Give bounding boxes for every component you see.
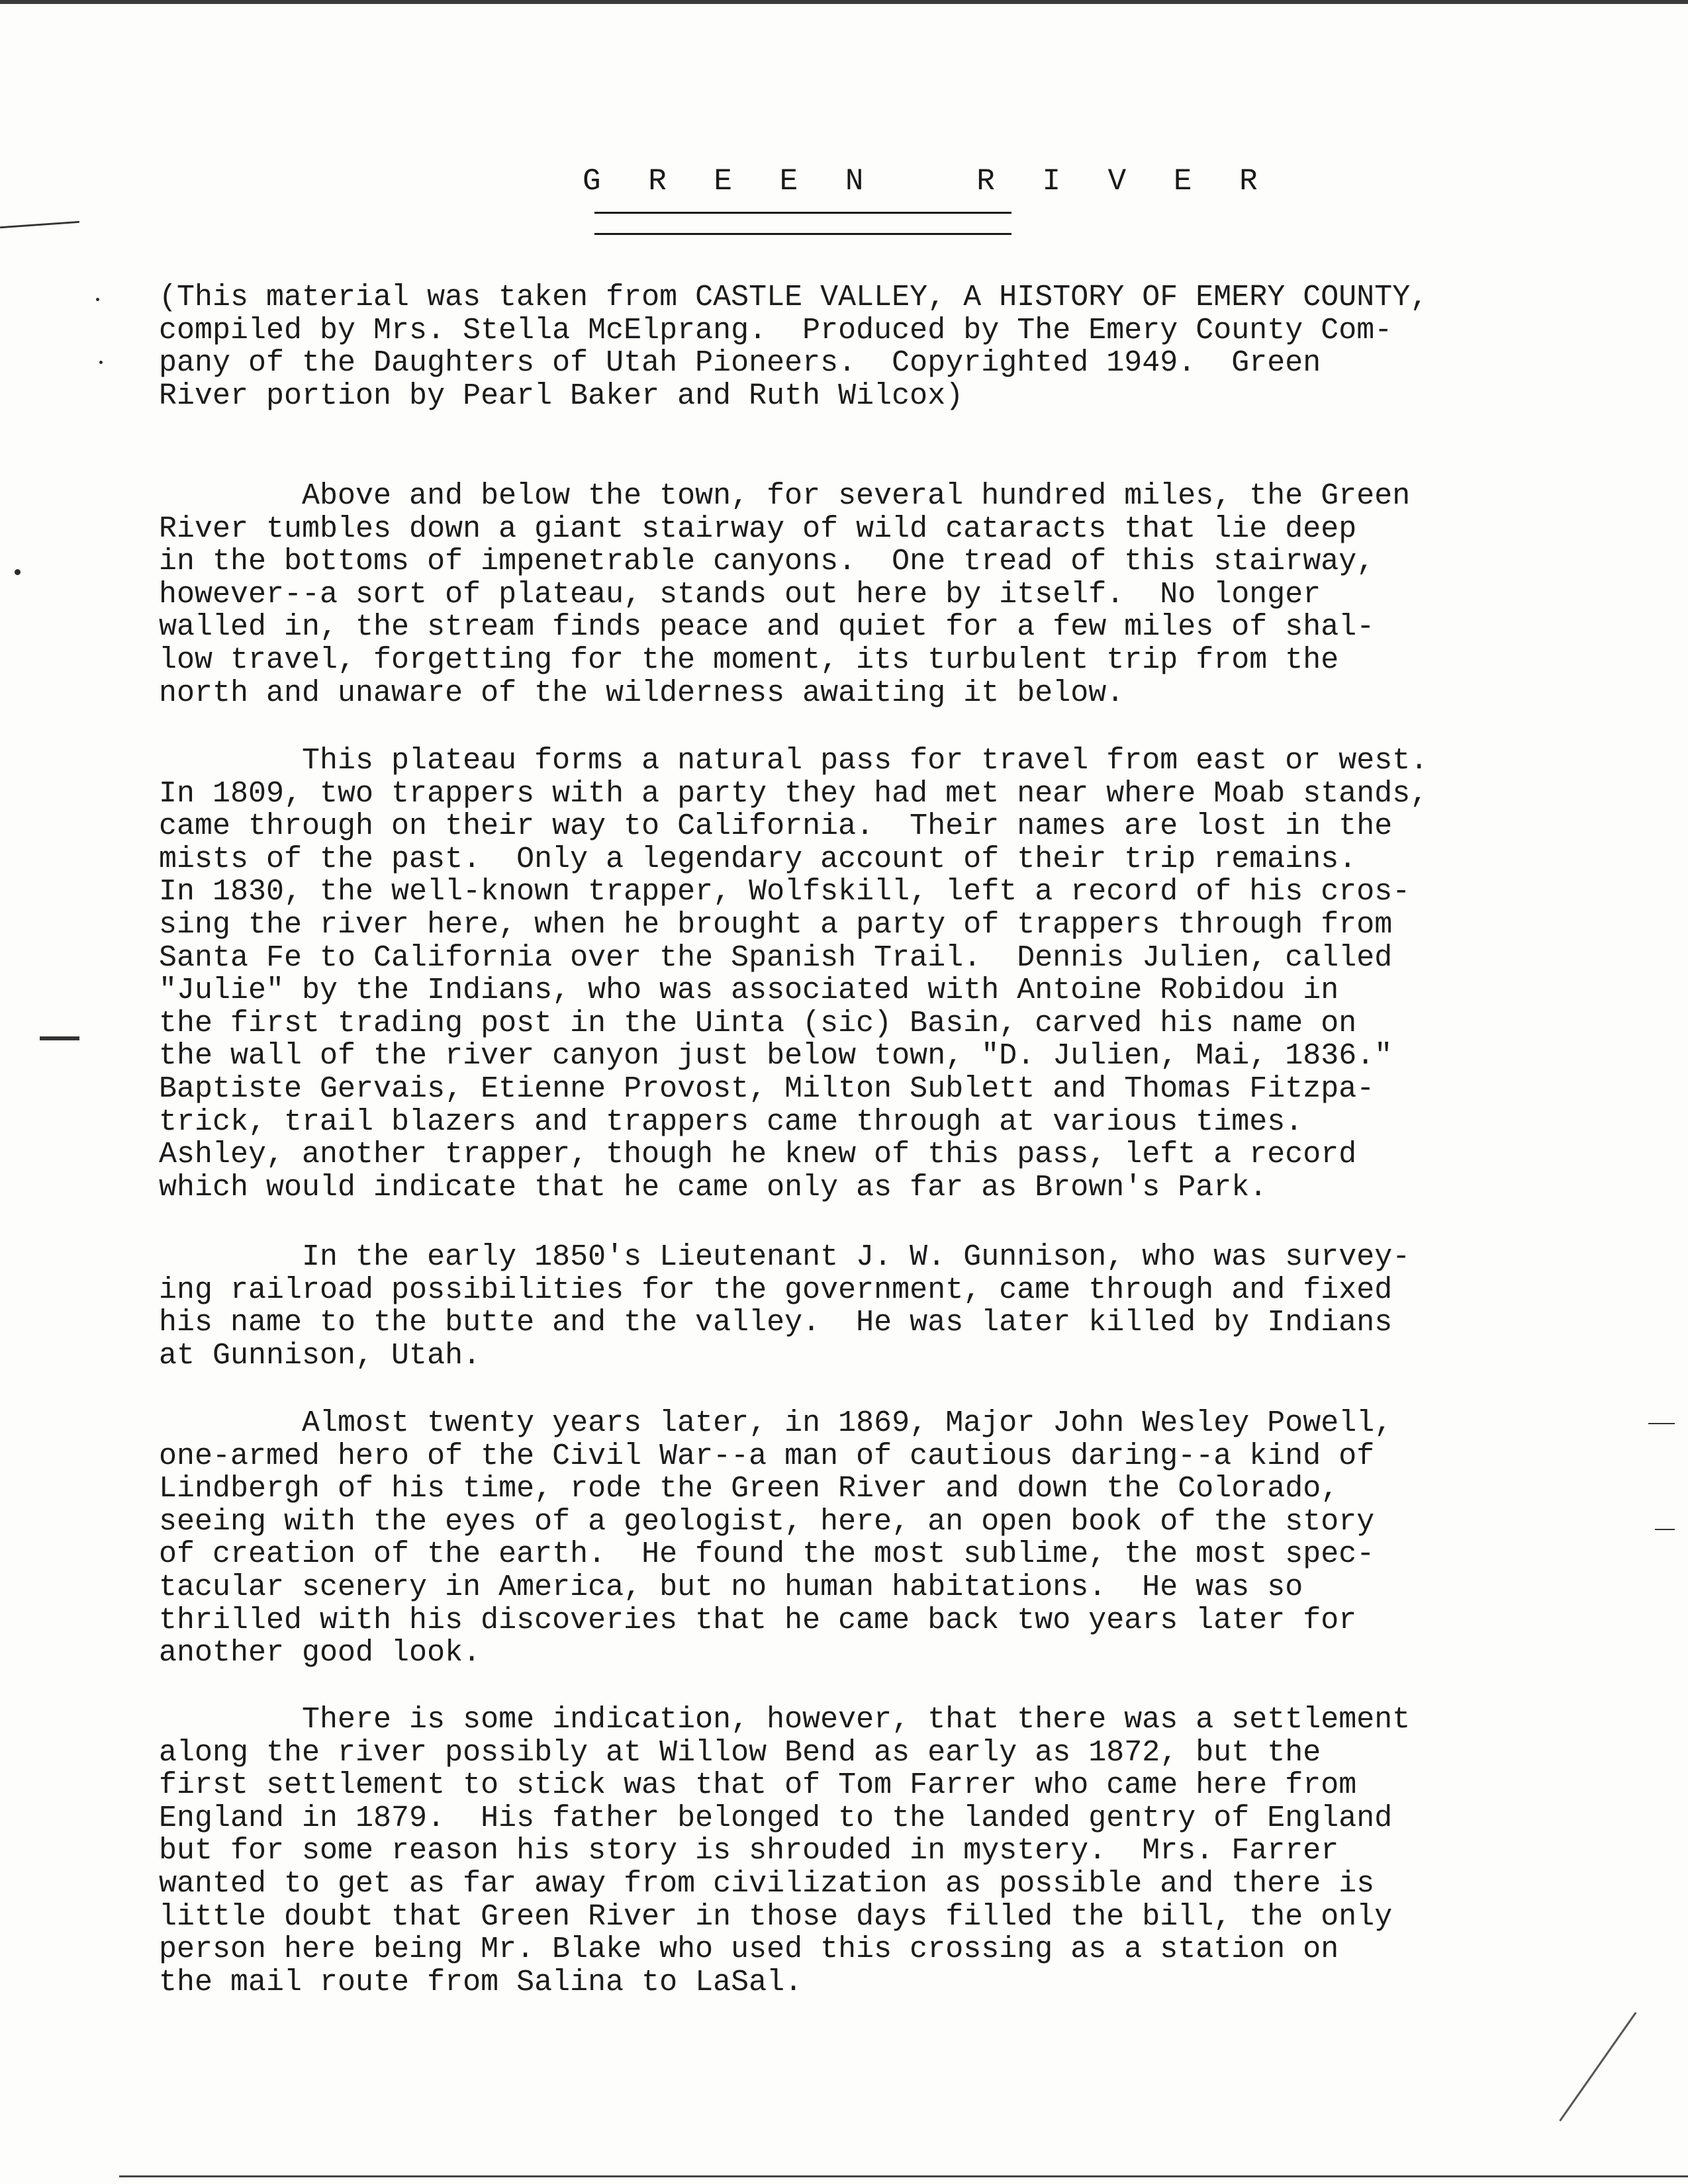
- source-note: [159, 281, 1582, 412]
- paragraph-1: [159, 480, 1582, 709]
- text-line: little doubt that Green River in those days filled the bill, the only: [159, 1899, 1393, 1934]
- text-line: of creation of the earth. He found the most sublime, the most spec-: [159, 1537, 1375, 1572]
- text-line: trick, trail blazers and trappers came through at various times.: [159, 1105, 1303, 1139]
- text-line: compiled by Mrs. Stella McElprang. Produced by The Emery County Com-: [159, 313, 1393, 347]
- text-line: River tumbles down a giant stairway of wild cataracts that lie deep: [159, 512, 1357, 546]
- paragraph-3: [159, 1241, 1582, 1372]
- text-line: pany of the Daughters of Utah Pioneers. Copyrighted 1949. Green: [159, 346, 1321, 381]
- text-line: This plateau forms a natural pass for travel from east or west.: [159, 744, 1429, 778]
- margin-mark: [1648, 1423, 1675, 1424]
- title-underline: [594, 212, 1011, 214]
- text-line: Above and below the town, for several hundred miles, the Green: [159, 479, 1411, 513]
- text-line: "Julie" by the Indians, who was associated with Antoine Robidou in: [159, 974, 1339, 1008]
- text-line: at Gunnison, Utah.: [159, 1338, 481, 1373]
- paragraph-4: [159, 1407, 1582, 1670]
- text-line: seeing with the eyes of a geologist, here, an open book of the story: [159, 1504, 1375, 1539]
- text-line: Almost twenty years later, in 1869, Major John Wesley Powell,: [159, 1406, 1393, 1440]
- scan-edge-top: [0, 0, 1688, 4]
- text-line: the wall of the river canyon just below town, "D. Julien, Mai, 1836.": [159, 1039, 1393, 1073]
- text-line: Santa Fe to California over the Spanish Trail. Dennis Julien, called: [159, 940, 1393, 975]
- text-line: first settlement to stick was that of Tom Farrer who came here from: [159, 1768, 1357, 1803]
- text-line: however--a sort of plateau, stands out here by itself. No longer: [159, 577, 1321, 612]
- text-line: along the river possibly at Willow Bend as early as 1872, but the: [159, 1735, 1321, 1770]
- corner-scan-line: [1559, 2012, 1636, 2122]
- margin-mark: [1655, 1529, 1675, 1530]
- text-line: came through on their way to California. Their names are lost in the: [159, 809, 1393, 844]
- text-line: England in 1879. His father belonged to the landed gentry of England: [159, 1801, 1393, 1835]
- text-line: walled in, the stream finds peace and quiet for a few miles of shal-: [159, 610, 1375, 645]
- text-line: Ashley, another trapper, though he knew of this pass, left a record: [159, 1138, 1357, 1172]
- text-line: but for some reason his story is shrouded in mystery. Mrs. Farrer: [159, 1834, 1339, 1868]
- text-line: which would indicate that he came only as far as Brown's Park.: [159, 1170, 1268, 1205]
- margin-speck: [15, 569, 21, 575]
- text-line: the mail route from Salina to LaSal.: [159, 1965, 803, 1999]
- text-line: (This material was taken from CASTLE VALLEY, A HISTORY OF EMERY COUNTY,: [159, 281, 1429, 314]
- margin-speck: [96, 298, 99, 301]
- text-line: tacular scenery in America, but no human habitations. He was so: [159, 1570, 1303, 1604]
- text-line: ing railroad possibilities for the government, came through and fixed: [159, 1273, 1393, 1307]
- margin-mark: [40, 1036, 79, 1040]
- scan-edge-bottom: [119, 2175, 1688, 2177]
- title-double-underline: [594, 233, 1011, 235]
- paragraph-2: [159, 745, 1582, 1204]
- text-line: north and unaware of the wilderness awaiting it below.: [159, 676, 1125, 710]
- text-line: thrilled with his discoveries that he came back two years later for: [159, 1603, 1357, 1637]
- text-line: In 1809, two trappers with a party they had met near where Moab stands,: [159, 776, 1429, 811]
- text-line: sing the river here, when he brought a party of trappers through from: [159, 907, 1393, 942]
- text-line: mists of the past. Only a legendary account of their trip remains.: [159, 842, 1357, 876]
- text-line: River portion by Pearl Baker and Ruth Wilcox): [159, 379, 964, 413]
- margin-mark: [0, 221, 79, 228]
- text-line: another good look.: [159, 1636, 481, 1670]
- text-line: low travel, forgetting for the moment, its turbulent trip from the: [159, 643, 1339, 677]
- paragraph-5: [159, 1704, 1582, 1999]
- text-line: In 1830, the well-known trapper, Wolfskill, left a record of his cros-: [159, 875, 1411, 909]
- text-line: the first trading post in the Uinta (sic) Basin, carved his name on: [159, 1006, 1357, 1040]
- text-line: Baptiste Gervais, Etienne Provost, Milton Sublett and Thomas Fitzpa-: [159, 1071, 1375, 1106]
- text-line: In the early 1850's Lieutenant J. W. Gunnison, who was survey-: [159, 1240, 1411, 1274]
- text-line: There is some indication, however, that there was a settlement: [159, 1703, 1411, 1737]
- document-title: G R E E N R I V E R: [583, 164, 1272, 199]
- text-line: person here being Mr. Blake who used this crossing as a station on: [159, 1933, 1339, 1967]
- margin-speck: [99, 361, 103, 364]
- text-line: one-armed hero of the Civil War--a man of cautious daring--a kind of: [159, 1439, 1375, 1473]
- text-line: his name to the butte and the valley. He was later killed by Indians: [159, 1306, 1393, 1340]
- text-line: wanted to get as far away from civilization as possible and there is: [159, 1866, 1375, 1901]
- text-line: in the bottoms of impenetrable canyons. One tread of this stairway,: [159, 545, 1375, 579]
- text-line: Lindbergh of his time, rode the Green River and down the Colorado,: [159, 1472, 1339, 1506]
